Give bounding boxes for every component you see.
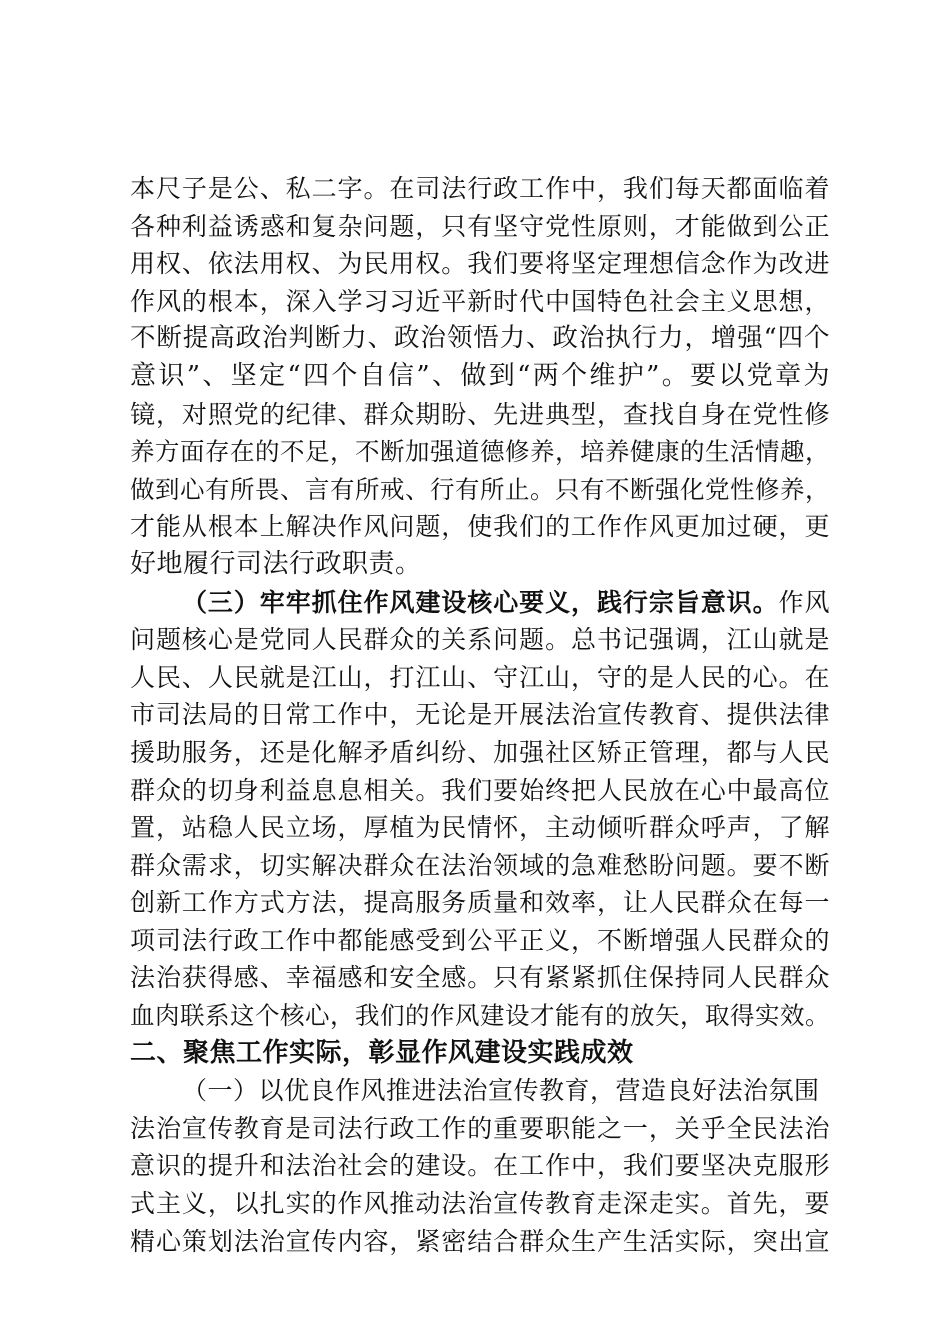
paragraph-party-spirit bbox=[130, 170, 830, 584]
text-line: 意识”、坚定“四个自信”、做到“两个维护”。要以党章为 bbox=[130, 360, 830, 391]
text-line: 市司法局的日常工作中，无论是开展法治宣传教育、提供法律 bbox=[130, 700, 830, 730]
text-line: 精心策划法治宣传内容，紧密结合群众生产生活实际，突出宣 bbox=[130, 1226, 830, 1256]
section-heading-block bbox=[130, 1035, 830, 1073]
paragraph-first-line-rest: 作风 bbox=[778, 587, 830, 617]
text-line: 意识的提升和法治社会的建设。在工作中，我们要坚决克服形 bbox=[130, 1151, 830, 1181]
text-line: 用权、依法用权、为民用权。我们要将坚定理想信念作为改进 bbox=[130, 249, 830, 279]
text-line: 创新工作方式方法，提高服务质量和效率，让人民群众在每一 bbox=[130, 888, 830, 918]
text-line: 做到心有所畏、言有所戒、行有所止。只有不断强化党性修养， bbox=[130, 474, 830, 504]
paragraph-core-purpose bbox=[130, 584, 830, 1035]
text-line: 好地履行司法行政职责。 bbox=[130, 548, 422, 579]
text-line: 问题核心是党同人民群众的关系问题。总书记强调，江山就是 bbox=[130, 625, 830, 655]
text-line: 置，站稳人民立场，厚植为民情怀，主动倾听群众呼声，了解 bbox=[130, 813, 830, 843]
text-line: 养方面存在的不足，不断加强道德修养，培养健康的生活情趣， bbox=[130, 437, 830, 467]
text-line: 式主义，以扎实的作风推动法治宣传教育走深走实。首先，要 bbox=[130, 1189, 830, 1219]
text-line: 援助服务，还是化解矛盾纠纷、加强社区矫正管理，都与人民 bbox=[130, 737, 830, 767]
text-line: 才能从根本上解决作风问题，使我们的工作作风更加过硬，更 bbox=[130, 512, 830, 542]
text-line: 法治宣传教育是司法行政工作的重要职能之一，关乎全民法治 bbox=[130, 1113, 830, 1143]
text-line: 群众需求，切实解决群众在法治领域的急难愁盼问题。要不断 bbox=[130, 850, 830, 880]
section-heading: 二、聚焦工作实际，彰显作风建设实践成效 bbox=[130, 1037, 634, 1068]
paragraph-legal-publicity bbox=[130, 1072, 830, 1260]
text-line: 不断提高政治判断力、政治领悟力、政治执行力，增强“四个 bbox=[130, 323, 830, 354]
text-line: 本尺子是公、私二字。在司法行政工作中，我们每天都面临着 bbox=[130, 174, 830, 203]
paragraph-first-line bbox=[130, 584, 830, 622]
text-line: 群众的切身利益息息相关。我们要始终把人民放在心中最高位 bbox=[130, 775, 830, 805]
text-line: 项司法行政工作中都能感受到公平正义，不断增强人民群众的 bbox=[130, 925, 830, 955]
text-line: 人民、人民就是江山，打江山、守江山，守的是人民的心。在 bbox=[130, 662, 830, 692]
document-body bbox=[130, 170, 830, 1260]
text-line: 镜，对照党的纪律、群众期盼、先进典型，查找自身在党性修 bbox=[130, 399, 830, 429]
text-line: 作风的根本，深入学习习近平新时代中国特色社会主义思想， bbox=[130, 286, 830, 316]
text-line: 各种利益诱惑和复杂问题，只有坚守党性原则，才能做到公正 bbox=[130, 211, 830, 241]
text-line: 法治获得感、幸福感和安全感。只有紧紧抓住保持同人民群众 bbox=[130, 963, 830, 993]
subsection-heading-text: （一）以优良作风推进法治宣传教育，营造良好法治氛围 bbox=[182, 1076, 820, 1106]
text-line: 血肉联系这个核心，我们的作风建设才能有的放矢，取得实效。 bbox=[130, 1001, 830, 1031]
subsection-heading bbox=[130, 1072, 830, 1110]
paragraph-heading: （三）牢牢抓住作风建设核心要义，践行宗旨意识。 bbox=[182, 587, 779, 617]
